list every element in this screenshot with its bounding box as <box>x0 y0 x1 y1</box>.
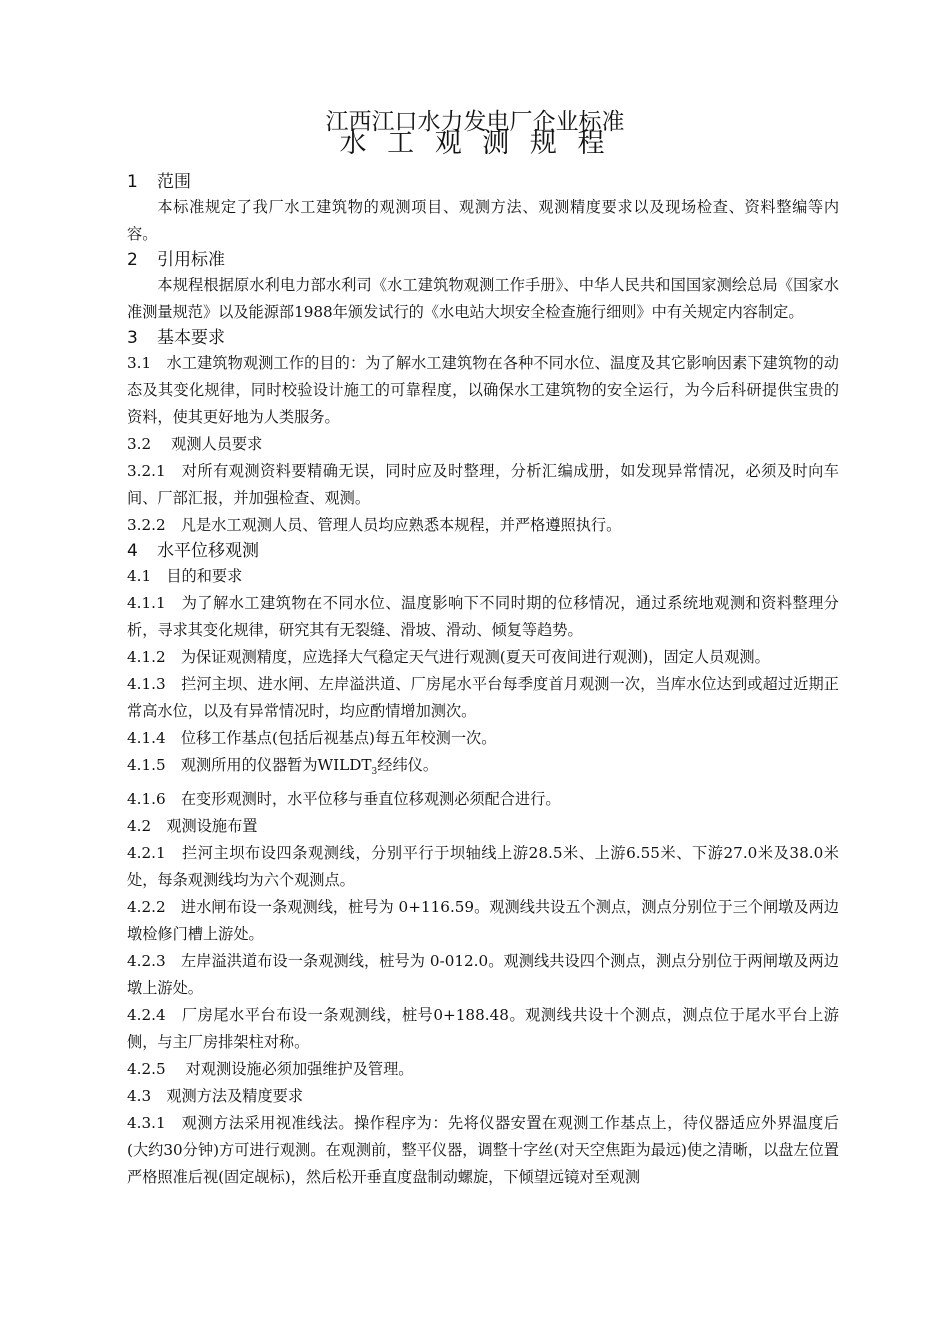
clause-4-1: 4.1 目的和要求 <box>127 567 243 585</box>
clause-4-1-5 <box>127 752 839 786</box>
org-standard-title: 江西江口水力发电厂企业标准 <box>325 109 625 135</box>
clause-text: 4.1.5 观测所用的仪器暂为WILDT <box>127 756 372 774</box>
document-body <box>127 170 839 1191</box>
section-number: 3 <box>127 328 138 348</box>
section-title: 引用标准 <box>157 250 225 270</box>
section-number: 4 <box>127 541 138 561</box>
section-4-heading <box>127 539 839 563</box>
section-title: 范围 <box>157 172 191 192</box>
clause-text: 经纬仪。 <box>377 756 439 774</box>
clause-4-2: 4.2 观测设施布置 <box>127 817 258 835</box>
clause-4-2-4: 4.2.4 厂房尾水平台布设一条观测线，桩号0+188.48。观测线共设十个测点，测点位于尾水平台上游侧，与主厂房排架柱对称。 <box>127 1006 839 1051</box>
paragraph: 本规程根据原水利电力部水利司《水工建筑物观测工作手册》、中华人民共和国国家测绘总局《国家水准测量规范》以及能源部1988年颁发试行的《水电站大坝安全检查施行细则》中有关规定内容制定。 <box>127 276 839 321</box>
clause-3-2-1: 3.2.1 对所有观测资料要精确无误，同时应及时整理，分析汇编成册，如发现异常情况，必须及时向车间、厂部汇报，并加强检查、观测。 <box>127 462 839 507</box>
clause-4-1-4: 4.1.4 位移工作基点(包括后视基点)每五年校测一次。 <box>127 729 497 747</box>
clause-4-3-1: 4.3.1 观测方法采用视准线法。操作程序为：先将仪器安置在观测工作基点上，待仪器适应外界温度后(大约30分钟)方可进行观测。在观测前，整平仪器，调整十字丝(对天空焦距为最远)使之清晰，以盘左位置严格照准后视(固定觇标)，然后松开垂直度盘制动螺旋，下倾望远镜对至观测 <box>127 1114 839 1186</box>
section-number: 2 <box>127 250 138 270</box>
clause-4-2-1: 4.2.1 拦河主坝布设四条观测线，分别平行于坝轴线上游28.5米、上游6.55米、下游27.0米及38.0米处，每条观测线均为六个观测点。 <box>127 844 839 889</box>
section-2-heading <box>127 248 839 272</box>
paragraph: 本标准规定了我厂水工建筑物的观测项目、观测方法、观测精度要求以及现场检查、资料整编等内容。 <box>127 198 839 243</box>
section-title: 水平位移观测 <box>157 541 259 561</box>
clause-3-2: 3.2 观测人员要求 <box>127 435 263 453</box>
clause-4-2-2: 4.2.2 进水闸布设一条观测线，桩号为 0+116.59。观测线共设五个测点，测点分别位于三个闸墩及两边墩检修门槽上游处。 <box>127 898 839 943</box>
section-1-heading <box>127 170 839 194</box>
clause-4-1-2: 4.1.2 为保证观测精度，应选择大气稳定天气进行观测(夏天可夜间进行观测)，固定人员观测。 <box>127 648 770 666</box>
clause-4-1-6: 4.1.6 在变形观测时，水平位移与垂直位移观测必须配合进行。 <box>127 790 561 808</box>
section-3-heading <box>127 326 839 350</box>
section-number: 1 <box>127 172 138 192</box>
clause-4-1-1: 4.1.1 为了解水工建筑物在不同水位、温度影响下不同时期的位移情况，通过系统地观测和资料整理分析，寻求其变化规律，研究其有无裂缝、滑坡、滑动、倾复等趋势。 <box>127 594 839 639</box>
subscript: 3 <box>371 767 378 777</box>
clause-4-3: 4.3 观测方法及精度要求 <box>127 1087 304 1105</box>
document-title: 水 工 观 测 规 程 <box>339 128 611 159</box>
clause-3-2-2: 3.2.2 凡是水工观测人员、管理人员均应熟悉本规程，并严格遵照执行。 <box>127 516 622 534</box>
clause-4-2-5: 4.2.5 对观测设施必须加强维护及管理。 <box>127 1060 414 1078</box>
clause-4-2-3: 4.2.3 左岸溢洪道布设一条观测线，桩号为 0-012.0。观测线共设四个测点，测点分别位于两闸墩及两边墩上游处。 <box>127 952 839 997</box>
section-title: 基本要求 <box>157 328 225 348</box>
clause-4-1-3: 4.1.3 拦河主坝、进水闸、左岸溢洪道、厂房尾水平台每季度首月观测一次，当库水位达到或超过近期正常高水位，以及有异常情况时，均应酌情增加测次。 <box>127 675 839 720</box>
clause-3-1: 3.1 水工建筑物观测工作的目的：为了解水工建筑物在各种不同水位、温度及其它影响因素下建筑物的动态及其变化规律，同时校验设计施工的可靠程度，以确保水工建筑物的安全运行，为今后科研提供宝贵的资料，使其更好地为人类服务。 <box>127 354 839 426</box>
